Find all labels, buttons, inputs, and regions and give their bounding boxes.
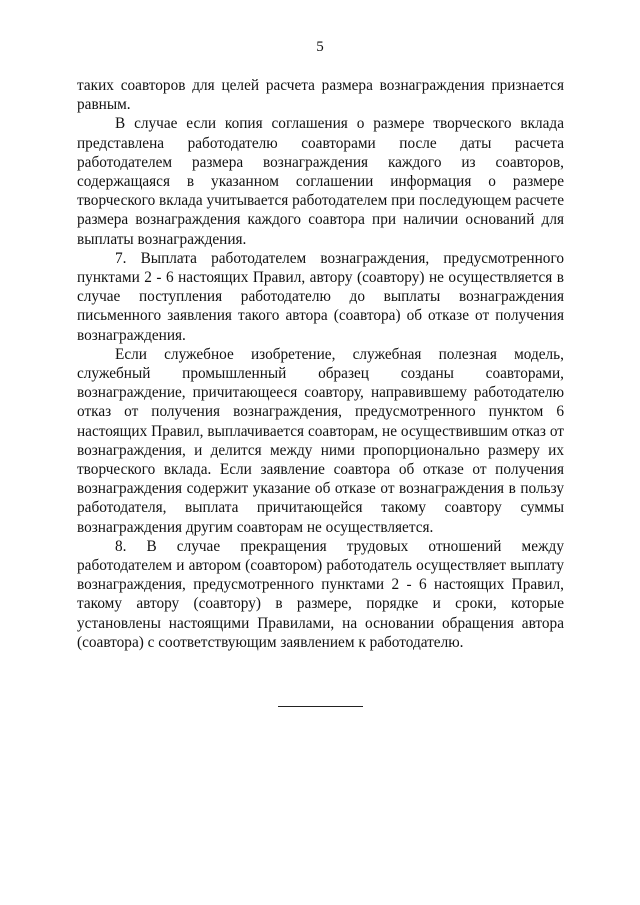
- paragraph-item-7: 7. Выплата работодателем вознаграждения, предусмотренного пунктами 2 - 6 настоящих Правил, автору (соавтору) не осуществляется в случае поступления работодателю до выплаты вознаграждения письменного заявления такого автора (соавтора) об отказе от получения вознаграждения.: [77, 249, 564, 344]
- document-body: [77, 76, 564, 652]
- end-of-document-rule: [278, 706, 363, 707]
- page-number: 5: [316, 39, 324, 55]
- paragraph-coauthors-refusal: Если служебное изобретение, служебная полезная модель, служебный промышленный образец созданы соавторами, вознаграждение, причитающееся соавтору, направившему работодателю отказ от получения вознаграждения, предусмотренного пунктом 6 настоящих Правил, выплачивается соавторам, не осуществившим отказ от вознаграждения, и делится между ними пропорционально размеру их творческого вклада. Если заявление соавтора об отказе от получения вознаграждения содержит указание об отказе от вознаграждения в пользу работодателя, выплата причитающейся такому соавтору суммы вознаграждения другим соавторам не осуществляется.: [77, 345, 564, 536]
- paragraph-coauthor-agreement: В случае если копия соглашения о размере творческого вклада представлена работодателю соавторами после даты расчета работодателем размера вознаграждения каждого из соавторов, содержащаяся в указанном соглашении информация о размере творческого вклада учитывается работодателем при последующем расчете размера вознаграждения каждого соавтора при наличии оснований для выплаты вознаграждения.: [77, 115, 564, 248]
- paragraph-item-8: 8. В случае прекращения трудовых отношений между работодателем и автором (соавтором) работодатель осуществляет выплату вознаграждения, предусмотренного пунктами 2 - 6 настоящих Правил, такому автору (соавтору) в размере, порядке и сроки, которые установлены настоящими Правилами, на основании обращения автора (соавтора) с соответствующим заявлением к работодателю.: [77, 537, 564, 651]
- paragraph-continuation: таких соавторов для целей расчета размера вознаграждения признается равным.: [77, 77, 564, 114]
